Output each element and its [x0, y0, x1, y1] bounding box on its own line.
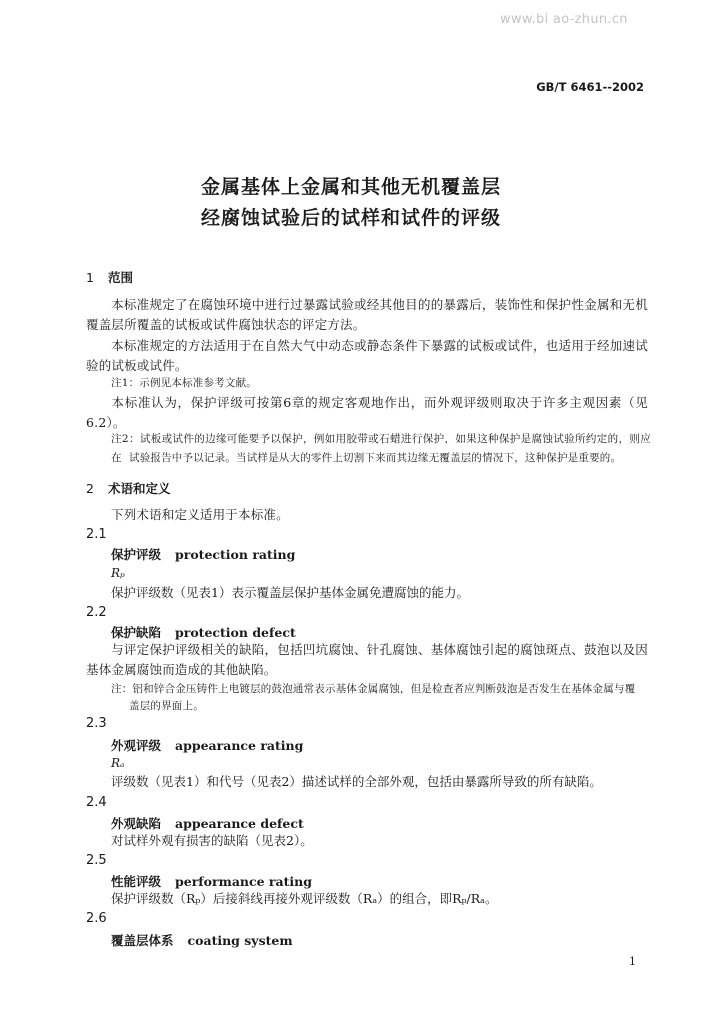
- section-title: 术语和定义: [108, 481, 171, 496]
- note: 注2：试板或试件的边缘可能要予以保护，例如用胶带或石蜡进行保护，如果这种保护是腐蚀试验所约定的，则应在: [111, 433, 651, 464]
- clause-number: 2.4: [86, 795, 107, 810]
- term: [111, 872, 312, 890]
- term-symbol: Rₚ: [111, 566, 125, 580]
- term: [111, 814, 304, 832]
- paragraph-text: 本标准认为，保护评级可按第6章的规定客观地作出，而外观评级则取决于许多主观因素（见6.2）。: [86, 395, 648, 430]
- term: [111, 736, 303, 754]
- section-title: 范围: [108, 270, 134, 285]
- title-line-1: 金属基体上金属和其他无机覆盖层: [200, 176, 501, 198]
- paragraph: [86, 393, 648, 433]
- term-definition: 对试样外观有损害的缺陷（见表2）。: [111, 833, 313, 848]
- note: 盖层的界面上。: [129, 700, 204, 712]
- title-line-2: 经腐蚀试验后的试样和试件的评级: [200, 207, 501, 229]
- paragraph: [86, 295, 648, 335]
- term-zh: 外观评级: [111, 738, 162, 753]
- term-en: performance rating: [175, 874, 312, 889]
- term: [111, 545, 295, 563]
- term-zh: 保护缺陷: [111, 625, 162, 640]
- term-zh: 保护评级: [111, 547, 162, 562]
- paragraph-text: 本标准规定了在腐蚀环境中进行过暴露试验或经其他目的的暴露后，装饰性和保护性金属和无机覆盖层所覆盖的试板或试件腐蚀状态的评定方法。: [86, 297, 648, 332]
- clause-number: 2.3: [86, 716, 107, 731]
- paragraph: [86, 336, 648, 376]
- term-en: protection defect: [175, 625, 296, 640]
- paragraph: 下列术语和定义适用于本标准。: [111, 507, 289, 522]
- note: 试验报告中予以记录。当试样是从大的零件上切割下来而其边缘无覆盖层的情况下，这种保护是重要的。: [129, 452, 622, 464]
- paragraph-text: 与评定保护评级相关的缺陷，包括凹坑腐蚀、针孔腐蚀、基体腐蚀引起的腐蚀斑点、鼓泡以及因基体金属腐蚀而造成的其他缺陷。: [86, 642, 648, 677]
- clause-number: 2.6: [86, 911, 107, 926]
- note: 注1：示例见本标准参考文献。: [111, 377, 257, 389]
- clause-number: 2.5: [86, 853, 107, 868]
- term-zh: 性能评级: [111, 874, 162, 889]
- term-en: protection rating: [175, 547, 296, 562]
- term-symbol: Rₐ: [111, 756, 125, 770]
- term-definition: 保护评级数（Rₚ）后接斜线再接外观评级数（Rₐ）的组合，即Rₚ/Rₐ。: [111, 891, 498, 906]
- clause-number: 2.2: [86, 605, 107, 620]
- page-number: 1: [629, 955, 636, 968]
- term-en: appearance rating: [175, 738, 304, 753]
- section-number: 2: [86, 481, 94, 496]
- section-1-heading: [86, 268, 133, 286]
- clause-number: 2.1: [86, 527, 107, 542]
- term-en: appearance defect: [175, 816, 304, 831]
- term-zh: 覆盖层体系: [111, 933, 174, 948]
- section-number: 1: [86, 270, 94, 285]
- term-definition: 保护评级数（见表1）表示覆盖层保护基体金属免遭腐蚀的能力。: [111, 585, 469, 600]
- term: [111, 623, 296, 641]
- term-definition: [86, 640, 648, 680]
- term-definition: 评级数（见表1）和代号（见表2）描述试样的全部外观，包括由暴露所导致的所有缺陷。: [111, 774, 602, 789]
- term-en: coating system: [187, 933, 293, 948]
- paragraph-text: 本标准规定的方法适用于在自然大气中动态或静态条件下暴露的试板或试件，也适用于经加速试验的试板或试件。: [86, 338, 648, 373]
- standard-number: GB/T 6461--2002: [536, 80, 644, 94]
- section-2-heading: [86, 479, 171, 497]
- watermark: www.bi ao-zhun.cn: [500, 12, 628, 27]
- note: 注：铝和锌合金压铸件上电镀层的鼓泡通常表示基体金属腐蚀，但是检查者应判断鼓泡是否发生在基体金属与覆: [111, 683, 636, 695]
- term-zh: 外观缺陷: [111, 816, 162, 831]
- term: [111, 931, 293, 949]
